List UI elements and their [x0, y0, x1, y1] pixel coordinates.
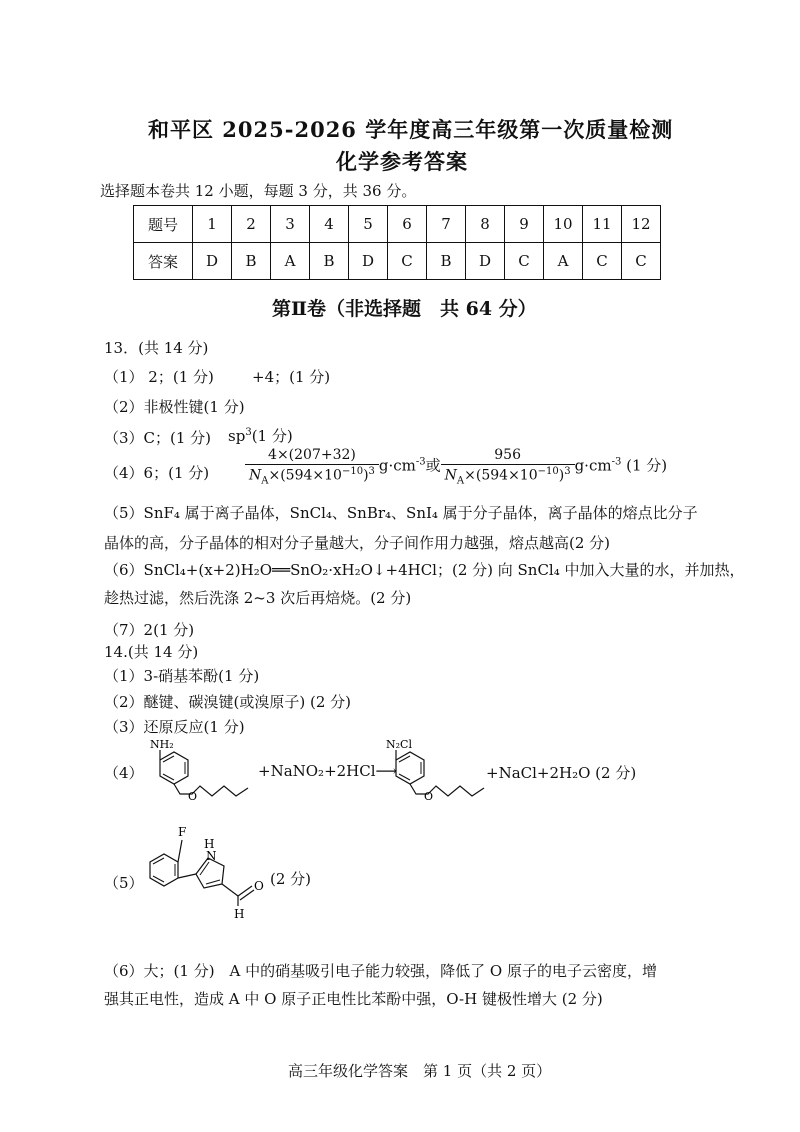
q13-p5-line1: （5）SnF₄ 属于离子晶体，SnCl₄、SnBr₄、SnI₄ 属于分子晶体，离子晶体的熔点比分子: [104, 504, 698, 522]
answer-cell: A: [544, 243, 583, 280]
q14-p3: （3）还原反应(1 分): [104, 718, 245, 736]
q14-p4-reagents: +NaNO₂+2HCl⟶: [258, 762, 398, 780]
diazonium-structure: [376, 738, 496, 810]
q13-p4-expression: $\frac{4\times(207+32)}{N_A\times(594\times 10^{-10})^3}$ $g\cdot cm^{-3}$或 $\frac{956}{N_A\times(594\times 10^{-10})^3}$ $g\cdot cm^{-3}$ (1 分): [245, 447, 667, 486]
pyrrole-n-label: N: [206, 849, 217, 863]
answer-cell: D: [349, 243, 388, 280]
pyrrole-aldehyde-structure: [140, 822, 280, 920]
table-row-answers: [134, 243, 661, 280]
q14-p1: （1）3-硝基苯酚(1 分): [104, 667, 260, 685]
pyrrole-h-label: H: [204, 837, 215, 851]
q13-p3-a: （3）C；(1 分): [104, 429, 212, 447]
page-subtitle: 化学参考答案: [336, 149, 468, 174]
q-number: 8: [466, 206, 505, 243]
answer-cell: D: [193, 243, 232, 280]
q13-p3-b: $sp^3(1$ 分): [228, 427, 293, 445]
q-number: 10: [544, 206, 583, 243]
answer-cell: C: [505, 243, 544, 280]
aniline-structure: [140, 738, 260, 810]
fluorine-label: F: [178, 825, 187, 839]
answer-cell: B: [232, 243, 271, 280]
q14-p2: （2）醚键、碳溴键(或溴原子) (2 分): [104, 693, 352, 711]
q-number: 11: [583, 206, 622, 243]
density-fraction-1: $\frac{4\times(207+32)}{N_A\times(594\times 10^{-10})^3}$: [245, 447, 379, 486]
q-number: 1: [193, 206, 232, 243]
ether-oxygen-label: O: [188, 790, 198, 803]
diazonium-label: N₂Cl: [386, 738, 412, 751]
row-label-q: 题号: [134, 206, 193, 243]
q13-p2: （2）非极性键(1 分): [104, 398, 245, 416]
answer-cell: B: [310, 243, 349, 280]
q13-head: 13．(共 14 分): [104, 339, 209, 357]
answer-cell: C: [388, 243, 427, 280]
answer-table: [133, 205, 661, 280]
q13-p4-a: （4）6；(1 分): [104, 464, 210, 482]
q-number: 6: [388, 206, 427, 243]
answer-cell: D: [466, 243, 505, 280]
q13-p6-line2: 趁热过滤，然后洗涤 2~3 次后再焙烧。(2 分): [104, 589, 412, 607]
answer-cell: C: [583, 243, 622, 280]
q-number: 7: [427, 206, 466, 243]
q14-p5-label: （5）: [104, 874, 144, 892]
q14-p5-score: (2 分): [270, 870, 312, 888]
section2-title: 第Ⅱ卷（非选择题 共 64 分）: [272, 298, 537, 320]
q-number: 12: [622, 206, 661, 243]
ether-oxygen-label: O: [424, 790, 434, 803]
q13-p1-a: （1） 2；(1 分): [104, 368, 214, 386]
table-row-numbers: [134, 206, 661, 243]
q-number: 4: [310, 206, 349, 243]
q14-p6-line1: （6）大；(1 分) A 中的硝基吸引电子能力较强，降低了 O 原子的电子云密度，增: [104, 962, 657, 980]
q14-p4-label: （4）: [104, 764, 144, 782]
answer-cell: B: [427, 243, 466, 280]
amine-label: NH₂: [150, 738, 174, 751]
q14-head: 14.(共 14 分): [104, 643, 199, 661]
row-label-a: 答案: [134, 243, 193, 280]
answer-cell: C: [622, 243, 661, 280]
section1-intro: 选择题本卷共 12 小题，每题 3 分，共 36 分。: [100, 182, 417, 200]
q14-p6-line2: 强其正电性，造成 A 中 O 原子正电性比苯酚中强，O-H 键极性增大 (2 分): [104, 990, 603, 1008]
carbonyl-o-label: O: [254, 879, 264, 893]
page-title: 和平区 2025-2026 学年度高三年级第一次质量检测: [148, 117, 674, 142]
q13-p5-line2: 晶体的高，分子晶体的相对分子量越大，分子间作用力越强，熔点越高(2 分): [104, 534, 611, 552]
q-number: 5: [349, 206, 388, 243]
q14-p4-products: +NaCl+2H₂O (2 分): [486, 764, 637, 782]
page-footer: 高三年级化学答案 第 1 页（共 2 页）: [288, 1062, 552, 1080]
q13-p7: （7）2(1 分): [104, 621, 195, 639]
aldehyde-h-label: H: [234, 907, 245, 920]
q-number: 2: [232, 206, 271, 243]
answer-cell: A: [271, 243, 310, 280]
q-number: 3: [271, 206, 310, 243]
q13-p1-b: +4；(1 分): [252, 368, 331, 386]
q13-p6-line1: （6）SnCl₄+(x+2)H₂O══SnO₂·xH₂O↓+4HCl；(2 分) 向 SnCl₄ 中加入大量的水，并加热，: [104, 561, 745, 579]
q-number: 9: [505, 206, 544, 243]
density-fraction-2: $\frac{956}{N_A\times(594\times 10^{-10})^3}$: [441, 447, 575, 486]
